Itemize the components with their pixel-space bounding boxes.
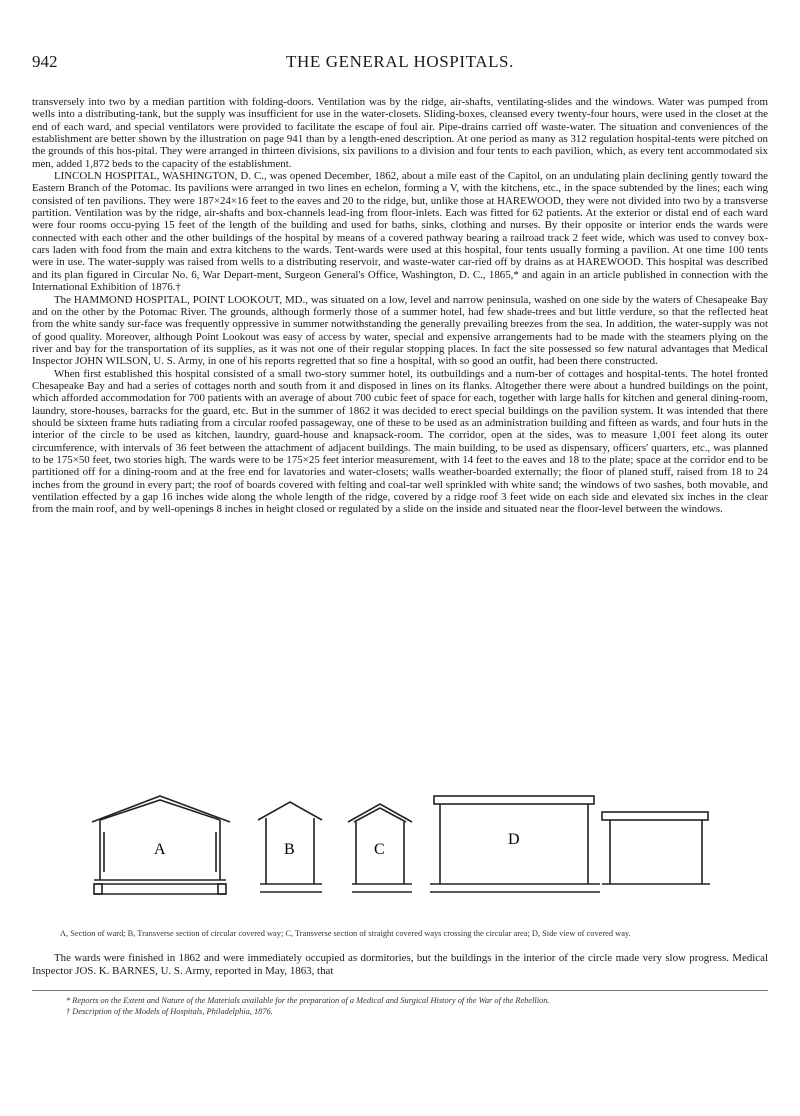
figure-label-c: C xyxy=(374,841,385,858)
running-head: THE GENERAL HOSPITALS. xyxy=(286,52,514,71)
paragraph: The wards were finished in 1862 and were immediately occupied as dormitories, but the buildings in the interior of the circle made very slow progress. Medical Inspector JOS. K. BARNES, U. S. Army, reported in May, 1863, that xyxy=(32,952,768,977)
footnote: * Reports on the Extent and Nature of the Materials available for the preparation of a Medical and Surgical History of the War of the Rebellion. xyxy=(66,996,550,1005)
ward-section-drawing xyxy=(92,796,710,894)
body-text-continued xyxy=(32,952,768,977)
figure-label-d: D xyxy=(508,831,520,848)
paragraph: LINCOLN HOSPITAL, WASHINGTON, D. C., was opened December, 1862, about a mile east of the Capitol, on an undulating plain declining gently toward the Eastern Branch of the Potomac. Its pavilions were arranged in two lines en echelon, forming a V, with the kitchens, etc., in the space subtended by the lines; each wing consisted of ten pavilions. They were 187×24×16 feet to the eaves and 20 to the ridge, but, unlike those at HAREWOOD, they were not divided into two by a transverse partition. Ventilation was by the ridge, air-shafts and box-channels lead-ing from floor-inlets. Each was fitted for 62 patients. At the exterior or distal end of each ward were four rooms occu-pying 15 feet of the length of the building and used for baths, sinks, clothing and nurses. By their opposite or interior ends the wards were connected with each other and the other buildings of the hospital by means of a covered pathway bearing a railroad track 2 feet wide, which was used to convey box-cars laden with food from the main and extra kitchens to the wards. Tent-wards were used at this hospital, four tents usually forming a pavilion. At one time 100 tents were in use. The water-supply was raised from wells to a distributing reservoir, and waste-water car-ried off by drains as at HAREWOOD. This hospital was described and its plan figured in Circular No. 6, War Depart-ment, Surgeon General's Office, Washington, D. C., 1865,* and again in an article published in connection with the International Exhibition of 1876.† xyxy=(32,170,768,294)
figure-caption: A, Section of ward; B, Transverse section of circular covered way; C, Transverse section of straight covered ways crossing the circular area; D, Side view of covered way. xyxy=(60,929,631,938)
footnotes xyxy=(66,995,766,1017)
body-text xyxy=(32,96,768,516)
page-number: 942 xyxy=(32,52,58,71)
figure-sections xyxy=(90,792,720,920)
paragraph: The HAMMOND HOSPITAL, POINT LOOKOUT, MD., was situated on a low, level and narrow peninsula, washed on one side by the waters of Chesapeake Bay and on the other by the Potomac River. The grounds, although formerly those of a summer hotel, had few shade-trees and but little verdure, so that the reflected heat from the white sandy sur-face was frequently oppressive in summer notwithstanding the generally prevailing breezes from the sea. In addition, the water-supply was not of good quality. Moreover, although Point Lookout was easy of access by water, special and expensive arrangements had to be made with the steamers plying on the river and bay for the transportation of its supplies, as it was not one of their regular stopping places. In fact the site possessed so few natural advantages that Medical Inspector JOHN WILSON, U. S. Army, in one of his reports regretted that so fine a hospital, with so good an outfit, had been there constructed. xyxy=(32,293,768,368)
paragraph: When first established this hospital consisted of a small two-story summer hotel, its outbuildings and a num-ber of cottages and hospital-tents. The hotel fronted Chesapeake Bay and had a series of cottages north and south from it and disposed in lines on its flanks. Altogether there were about a hundred buildings on the point, which afforded accommodation for 700 patients with an average of about 700 cubic feet of space for each, together with large halls for kitchen and general dining-room, laundry, store-houses, barracks for the guard, etc. But in the summer of 1862 it was decided to erect special buildings on the pavilion system. It was intended that there should be sixteen frame huts radiating from a circular roofed passageway, one of these to be used as an administration building and fifteen as wards, and four huts in the interior of the circle to be used as kitchen, laundry, guard-house and knapsack-room. The corridor, open at the sides, was to measure 1,001 feet along its outer circumference, with intervals of 36 feet between the attachment of adjacent buildings. The main building, to be used as dispensary, officers' quarters, etc., was planned to be 175×50 feet, two stories high. The wards were to be 175×25 feet interior measurement, with 14 feet to the eaves and 18 to the plate; space at the corridor end to be partitioned off for a dining-room and at the free end for lavatories and water-closets; walls weather-boarded externally; the floor of planed stuff, raised from 18 to 24 inches from the ground in every part; the roof of boards covered with felting and coal-tar well sprinkled with white sand; the windows of two sashes, both movable, and ventilation effected by a gap 16 inches wide along the whole length of the ridge, covered by a ridge roof 3 feet wide on each side and elevated six inches in the clear from the main roof, and by well-openings 8 inches in height closed or regulated by a slide on the inside and situated near the floor-level between the windows. xyxy=(32,367,768,516)
figure-label-b: B xyxy=(284,841,295,858)
footnote: † Description of the Models of Hospitals, Philadelphia, 1876. xyxy=(66,1007,273,1016)
figure-label-a: A xyxy=(154,841,166,858)
page-header xyxy=(32,52,768,76)
footnote-rule xyxy=(32,990,768,991)
paragraph: transversely into two by a median partition with folding-doors. Ventilation was by the ridge, air-shafts, ventilating-slides and the windows. Water was pumped from wells into a distributing-tank, but the supply was insufficient for use in the water-closets. Sliding-boxes, cleansed every twenty-four hours, were used in the closet at the end of each ward, and special ventilators were provided to facilitate the escape of foul air. Pipe-drains carried off waste-water. The situation and conveniences of the establishment are better shown by the illustration on page 941 than by a length-ened description. At one period as many as 312 regulation hospital-tents were pitched on the grounds of this hos-pital. They were arranged in thirteen divisions, six pavilions to a division and four tents to each pavilion, which, as every tent accommodated six men, added 1,872 beds to the capacity of the establishment. xyxy=(32,96,768,170)
